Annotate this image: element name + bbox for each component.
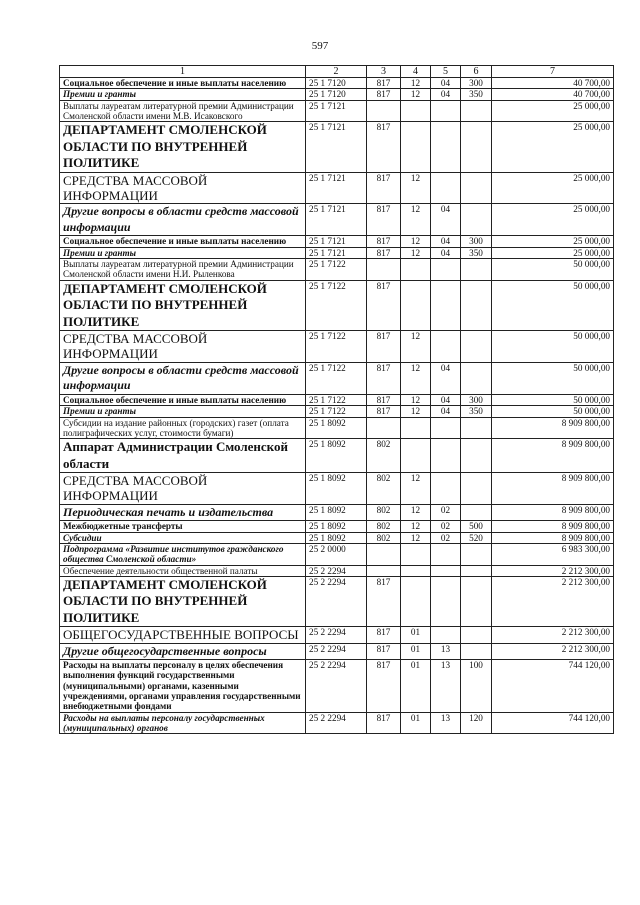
target-code-cell: 25 1 7121 <box>306 172 367 204</box>
table-row <box>60 204 614 236</box>
subsection-code-cell <box>431 280 461 331</box>
table-row <box>60 100 614 122</box>
table-row <box>60 417 614 439</box>
row-name-cell: Премии и гранты <box>60 89 306 100</box>
section-code-cell: 12 <box>401 331 431 363</box>
expense-type-code-cell: 350 <box>461 89 492 100</box>
target-code-cell: 25 1 7122 <box>306 362 367 394</box>
expense-type-code-cell <box>461 172 492 204</box>
column-header: 7 <box>492 66 614 78</box>
target-code-cell: 25 1 7121 <box>306 247 367 258</box>
expense-type-code-cell <box>461 280 492 331</box>
section-code-cell <box>401 439 431 473</box>
amount-cell: 25 000,00 <box>492 236 614 247</box>
target-code-cell: 25 2 2294 <box>306 660 367 712</box>
amount-cell: 2 212 300,00 <box>492 627 614 643</box>
amount-cell: 25 000,00 <box>492 122 614 173</box>
target-code-cell: 25 1 7122 <box>306 280 367 331</box>
section-code-cell: 12 <box>401 394 431 405</box>
amount-cell: 40 700,00 <box>492 89 614 100</box>
target-code-cell: 25 1 8092 <box>306 417 367 439</box>
section-code-cell: 12 <box>401 236 431 247</box>
target-code-cell: 25 1 7121 <box>306 122 367 173</box>
expense-type-code-cell: 300 <box>461 236 492 247</box>
expense-type-code-cell <box>461 504 492 521</box>
table-row <box>60 543 614 565</box>
expense-type-code-cell <box>461 576 492 627</box>
table-row <box>60 627 614 643</box>
subsection-code-cell: 04 <box>431 78 461 89</box>
department-code-cell: 802 <box>367 532 401 543</box>
department-code-cell: 817 <box>367 712 401 734</box>
subsection-code-cell: 02 <box>431 532 461 543</box>
department-code-cell: 817 <box>367 78 401 89</box>
row-name-cell: ДЕПАРТАМЕНТ СМОЛЕНСКОЙ ОБЛАСТИ ПО ВНУТРЕННЕЙ ПОЛИТИКЕ <box>60 576 306 627</box>
section-code-cell: 12 <box>401 473 431 505</box>
table-row <box>60 362 614 394</box>
expense-type-code-cell <box>461 122 492 173</box>
subsection-code-cell <box>431 543 461 565</box>
amount-cell: 6 983 300,00 <box>492 543 614 565</box>
subsection-code-cell <box>431 100 461 122</box>
target-code-cell: 25 1 7121 <box>306 204 367 236</box>
section-code-cell <box>401 122 431 173</box>
section-code-cell <box>401 417 431 439</box>
amount-cell: 2 212 300,00 <box>492 576 614 627</box>
subsection-code-cell <box>431 259 461 281</box>
table-row <box>60 247 614 258</box>
target-code-cell: 25 2 2294 <box>306 643 367 660</box>
row-name-cell: Другие вопросы в области средств массовой информации <box>60 362 306 394</box>
row-name-cell: Расходы на выплаты персоналу государственных (муниципальных) органов <box>60 712 306 734</box>
target-code-cell: 25 1 7122 <box>306 331 367 363</box>
section-code-cell: 01 <box>401 712 431 734</box>
expense-type-code-cell <box>461 331 492 363</box>
subsection-code-cell <box>431 417 461 439</box>
subsection-code-cell <box>431 331 461 363</box>
amount-cell: 2 212 300,00 <box>492 643 614 660</box>
department-code-cell: 802 <box>367 473 401 505</box>
department-code-cell: 817 <box>367 204 401 236</box>
amount-cell: 744 120,00 <box>492 712 614 734</box>
amount-cell: 50 000,00 <box>492 394 614 405</box>
amount-cell: 8 909 800,00 <box>492 532 614 543</box>
column-header: 2 <box>306 66 367 78</box>
target-code-cell: 25 1 8092 <box>306 439 367 473</box>
target-code-cell: 25 1 7121 <box>306 236 367 247</box>
subsection-code-cell: 13 <box>431 643 461 660</box>
section-code-cell <box>401 576 431 627</box>
column-header: 6 <box>461 66 492 78</box>
table-row <box>60 172 614 204</box>
section-code-cell <box>401 543 431 565</box>
amount-cell: 8 909 800,00 <box>492 521 614 532</box>
table-body <box>60 78 614 734</box>
expense-type-code-cell <box>461 643 492 660</box>
amount-cell: 8 909 800,00 <box>492 504 614 521</box>
department-code-cell: 817 <box>367 122 401 173</box>
table-row <box>60 576 614 627</box>
target-code-cell: 25 1 7120 <box>306 89 367 100</box>
row-name-cell: Социальное обеспечение и иные выплаты населению <box>60 236 306 247</box>
table-row <box>60 280 614 331</box>
amount-cell: 8 909 800,00 <box>492 417 614 439</box>
section-code-cell <box>401 259 431 281</box>
row-name-cell: ОБЩЕГОСУДАРСТВЕННЫЕ ВОПРОСЫ <box>60 627 306 643</box>
target-code-cell: 25 1 8092 <box>306 473 367 505</box>
department-code-cell: 817 <box>367 331 401 363</box>
section-code-cell: 01 <box>401 660 431 712</box>
expense-type-code-cell: 100 <box>461 660 492 712</box>
target-code-cell: 25 1 7122 <box>306 406 367 417</box>
budget-table <box>59 65 614 734</box>
table-row <box>60 712 614 734</box>
section-code-cell: 12 <box>401 204 431 236</box>
row-name-cell: Периодическая печать и издательства <box>60 504 306 521</box>
department-code-cell <box>367 259 401 281</box>
expense-type-code-cell <box>461 204 492 236</box>
table-row <box>60 643 614 660</box>
target-code-cell: 25 2 2294 <box>306 565 367 576</box>
row-name-cell: Субсидии <box>60 532 306 543</box>
section-code-cell: 12 <box>401 172 431 204</box>
row-name-cell: Другие вопросы в области средств массовой информации <box>60 204 306 236</box>
row-name-cell: Аппарат Администрации Смоленской области <box>60 439 306 473</box>
section-code-cell: 12 <box>401 504 431 521</box>
amount-cell: 40 700,00 <box>492 78 614 89</box>
section-code-cell: 12 <box>401 89 431 100</box>
section-code-cell <box>401 565 431 576</box>
subsection-code-cell <box>431 576 461 627</box>
row-name-cell: Подпрограмма «Развитие институтов гражданского общества Смоленской области» <box>60 543 306 565</box>
expense-type-code-cell <box>461 565 492 576</box>
subsection-code-cell: 04 <box>431 247 461 258</box>
table-row <box>60 473 614 505</box>
expense-type-code-cell <box>461 362 492 394</box>
amount-cell: 50 000,00 <box>492 280 614 331</box>
amount-cell: 8 909 800,00 <box>492 439 614 473</box>
target-code-cell: 25 1 7122 <box>306 394 367 405</box>
table-row <box>60 504 614 521</box>
section-code-cell: 01 <box>401 627 431 643</box>
amount-cell: 50 000,00 <box>492 259 614 281</box>
target-code-cell: 25 2 2294 <box>306 627 367 643</box>
table-row <box>60 394 614 405</box>
table-row <box>60 259 614 281</box>
page-number: 597 <box>311 40 329 52</box>
table-row <box>60 532 614 543</box>
column-header: 5 <box>431 66 461 78</box>
row-name-cell: Расходы на выплаты персоналу в целях обеспечения выполнения функций государственными (муниципальными) органами, казенными учреждениями, органами управления государственными внебюджетными фондами <box>60 660 306 712</box>
target-code-cell: 25 1 7122 <box>306 259 367 281</box>
department-code-cell: 817 <box>367 172 401 204</box>
row-name-cell: Премии и гранты <box>60 406 306 417</box>
amount-cell: 8 909 800,00 <box>492 473 614 505</box>
subsection-code-cell: 02 <box>431 521 461 532</box>
amount-cell: 50 000,00 <box>492 406 614 417</box>
table-row <box>60 331 614 363</box>
table-row <box>60 89 614 100</box>
department-code-cell: 817 <box>367 660 401 712</box>
row-name-cell: Субсидии на издание районных (городских) газет (оплата полиграфических услуг, стоимости бумаги) <box>60 417 306 439</box>
table-row <box>60 406 614 417</box>
amount-cell: 25 000,00 <box>492 204 614 236</box>
target-code-cell: 25 2 2294 <box>306 712 367 734</box>
section-code-cell: 12 <box>401 406 431 417</box>
department-code-cell <box>367 565 401 576</box>
expense-type-code-cell <box>461 543 492 565</box>
department-code-cell: 817 <box>367 89 401 100</box>
expense-type-code-cell <box>461 439 492 473</box>
department-code-cell: 802 <box>367 504 401 521</box>
expense-type-code-cell: 350 <box>461 406 492 417</box>
column-header: 4 <box>401 66 431 78</box>
row-name-cell: Социальное обеспечение и иные выплаты населению <box>60 78 306 89</box>
row-name-cell: ДЕПАРТАМЕНТ СМОЛЕНСКОЙ ОБЛАСТИ ПО ВНУТРЕННЕЙ ПОЛИТИКЕ <box>60 280 306 331</box>
expense-type-code-cell: 300 <box>461 394 492 405</box>
subsection-code-cell: 04 <box>431 236 461 247</box>
expense-type-code-cell: 500 <box>461 521 492 532</box>
table-row <box>60 78 614 89</box>
section-code-cell: 12 <box>401 247 431 258</box>
expense-type-code-cell <box>461 259 492 281</box>
section-code-cell: 12 <box>401 532 431 543</box>
amount-cell: 2 212 300,00 <box>492 565 614 576</box>
target-code-cell: 25 1 8092 <box>306 521 367 532</box>
table-row <box>60 236 614 247</box>
department-code-cell: 817 <box>367 406 401 417</box>
amount-cell: 25 000,00 <box>492 247 614 258</box>
row-name-cell: Выплаты лауреатам литературной премии Администрации Смоленской области имени Н.И. Рыленкова <box>60 259 306 281</box>
row-name-cell: Обеспечение деятельности общественной палаты <box>60 565 306 576</box>
subsection-code-cell <box>431 439 461 473</box>
department-code-cell: 817 <box>367 236 401 247</box>
expense-type-code-cell <box>461 417 492 439</box>
expense-type-code-cell: 350 <box>461 247 492 258</box>
table-row <box>60 439 614 473</box>
department-code-cell <box>367 417 401 439</box>
department-code-cell: 817 <box>367 576 401 627</box>
table-row <box>60 660 614 712</box>
row-name-cell: СРЕДСТВА МАССОВОЙ ИНФОРМАЦИИ <box>60 331 306 363</box>
row-name-cell: Премии и гранты <box>60 247 306 258</box>
expense-type-code-cell <box>461 100 492 122</box>
subsection-code-cell <box>431 122 461 173</box>
row-name-cell: ДЕПАРТАМЕНТ СМОЛЕНСКОЙ ОБЛАСТИ ПО ВНУТРЕННЕЙ ПОЛИТИКЕ <box>60 122 306 173</box>
subsection-code-cell: 04 <box>431 89 461 100</box>
subsection-code-cell: 04 <box>431 394 461 405</box>
section-code-cell: 12 <box>401 362 431 394</box>
target-code-cell: 25 2 0000 <box>306 543 367 565</box>
table-row <box>60 122 614 173</box>
target-code-cell: 25 1 7120 <box>306 78 367 89</box>
section-code-cell: 12 <box>401 521 431 532</box>
row-name-cell: Межбюджетные трансферты <box>60 521 306 532</box>
expense-type-code-cell: 300 <box>461 78 492 89</box>
subsection-code-cell <box>431 627 461 643</box>
department-code-cell: 817 <box>367 394 401 405</box>
row-name-cell: СРЕДСТВА МАССОВОЙ ИНФОРМАЦИИ <box>60 172 306 204</box>
amount-cell: 744 120,00 <box>492 660 614 712</box>
expense-type-code-cell <box>461 627 492 643</box>
row-name-cell: Другие общегосударственные вопросы <box>60 643 306 660</box>
subsection-code-cell: 04 <box>431 406 461 417</box>
subsection-code-cell <box>431 473 461 505</box>
section-code-cell <box>401 280 431 331</box>
subsection-code-cell: 02 <box>431 504 461 521</box>
table-row <box>60 521 614 532</box>
column-header: 3 <box>367 66 401 78</box>
expense-type-code-cell: 520 <box>461 532 492 543</box>
department-code-cell: 802 <box>367 439 401 473</box>
amount-cell: 25 000,00 <box>492 100 614 122</box>
section-code-cell <box>401 100 431 122</box>
department-code-cell: 817 <box>367 627 401 643</box>
section-code-cell: 12 <box>401 78 431 89</box>
department-code-cell: 817 <box>367 280 401 331</box>
target-code-cell: 25 1 7121 <box>306 100 367 122</box>
table-row <box>60 565 614 576</box>
department-code-cell: 817 <box>367 247 401 258</box>
department-code-cell: 817 <box>367 643 401 660</box>
subsection-code-cell: 04 <box>431 204 461 236</box>
table-header-row <box>60 66 614 78</box>
amount-cell: 50 000,00 <box>492 331 614 363</box>
amount-cell: 50 000,00 <box>492 362 614 394</box>
subsection-code-cell <box>431 565 461 576</box>
expense-type-code-cell <box>461 473 492 505</box>
target-code-cell: 25 2 2294 <box>306 576 367 627</box>
column-header: 1 <box>60 66 306 78</box>
row-name-cell: Социальное обеспечение и иные выплаты населению <box>60 394 306 405</box>
subsection-code-cell: 13 <box>431 712 461 734</box>
department-code-cell <box>367 100 401 122</box>
subsection-code-cell: 13 <box>431 660 461 712</box>
department-code-cell: 817 <box>367 362 401 394</box>
department-code-cell <box>367 543 401 565</box>
department-code-cell: 802 <box>367 521 401 532</box>
section-code-cell: 01 <box>401 643 431 660</box>
target-code-cell: 25 1 8092 <box>306 504 367 521</box>
subsection-code-cell <box>431 172 461 204</box>
expense-type-code-cell: 120 <box>461 712 492 734</box>
target-code-cell: 25 1 8092 <box>306 532 367 543</box>
row-name-cell: Выплаты лауреатам литературной премии Администрации Смоленской области имени М.В. Исаковского <box>60 100 306 122</box>
amount-cell: 25 000,00 <box>492 172 614 204</box>
subsection-code-cell: 04 <box>431 362 461 394</box>
row-name-cell: СРЕДСТВА МАССОВОЙ ИНФОРМАЦИИ <box>60 473 306 505</box>
